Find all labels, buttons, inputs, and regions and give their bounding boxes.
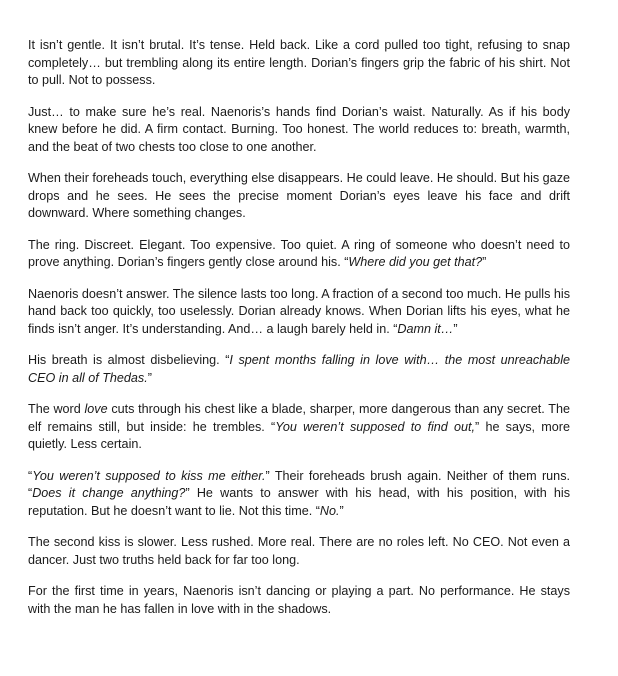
italic-text-run: love [84,402,108,416]
italic-text-run: Does it change anything? [32,486,186,500]
paragraph [28,237,570,272]
text-run: ” [147,370,152,385]
paragraph [28,286,570,339]
italic-text-run: No. [319,503,340,518]
text-run: For the first time in years, Naenoris isn’t dancing or playing a part. No performance. He stays with the man he has fallen in love with in the shadows. [28,584,570,616]
text-run: His breath is almost disbelieving. “ [28,353,230,367]
text-run: It isn’t gentle. It isn’t brutal. It’s tense. Held back. Like a cord pulled too tight, refusing to snap completely… but trembling along its entire length. Dorian’s fingers grip the fabric of his shirt. Not to pull. Not to possess. [28,38,570,87]
text-run: The ring. Discreet. Elegant. Too expensive. Too quiet. A ring of someone who doesn’t need to prove anything. Dorian’s fingers gently close around his. “ [28,237,570,269]
document-body [28,37,570,632]
text-run: Naenoris doesn’t answer. The silence lasts too long. A fraction of a second too much. He pulls his hand back too quickly, too uselessly. Dorian already knows. When Dorian lifts his eyes, what he finds isn’t anger. It’s understanding. And… a laugh barely held in. “ [28,286,570,336]
paragraph [28,37,570,90]
italic-text-run: Where did you get that? [348,255,483,269]
paragraph [28,534,570,569]
italic-text-run: Damn it… [397,321,454,336]
paragraph [28,104,570,157]
text-run: ” [339,503,344,518]
italic-text-run: I spent months falling in love with… the most unreachable CEO in all of Thedas. [28,353,570,385]
text-run: The second kiss is slower. Less rushed. More real. There are no roles left. No CEO. Not even a dancer. Just two truths held back for far too long. [28,535,570,567]
text-run: ” [453,321,458,336]
paragraph [28,352,570,387]
paragraph [28,583,570,618]
text-run: ” He wants to answer with his head, with his position, with his reputation. But he doesn’t want to lie. Not this time. “ [28,486,570,518]
italic-text-run: You weren’t supposed to kiss me either. [32,468,266,483]
text-run: “ [28,468,33,483]
text-run: cuts through his chest like a blade, sharper, more dangerous than any secret. The elf remains still, but inside: he trembles. “ [28,402,570,434]
text-run: When their foreheads touch, everything else disappears. He could leave. He should. But his gaze drops and he sees. He sees the precise moment Dorian’s eyes leave his face and drift downward. Where something changes. [28,171,570,220]
paragraph [28,401,570,454]
text-run: The word [28,402,85,416]
italic-text-run: You weren’t supposed to find out, [275,419,476,434]
text-run: ” [482,255,487,269]
text-run: ” Their foreheads brush again. Neither of them runs. “ [28,468,570,500]
text-run: ” he says, more quietly. Less certain. [28,419,570,451]
text-run: Just… to make sure he’s real. Naenoris’s hands find Dorian’s waist. Naturally. As if his body knew before he did. A firm contact. Burning. Too honest. The world reduces to: breath, warmth, and the beat of two chests too close to one another. [28,104,570,154]
paragraph [28,468,570,521]
paragraph [28,170,570,223]
